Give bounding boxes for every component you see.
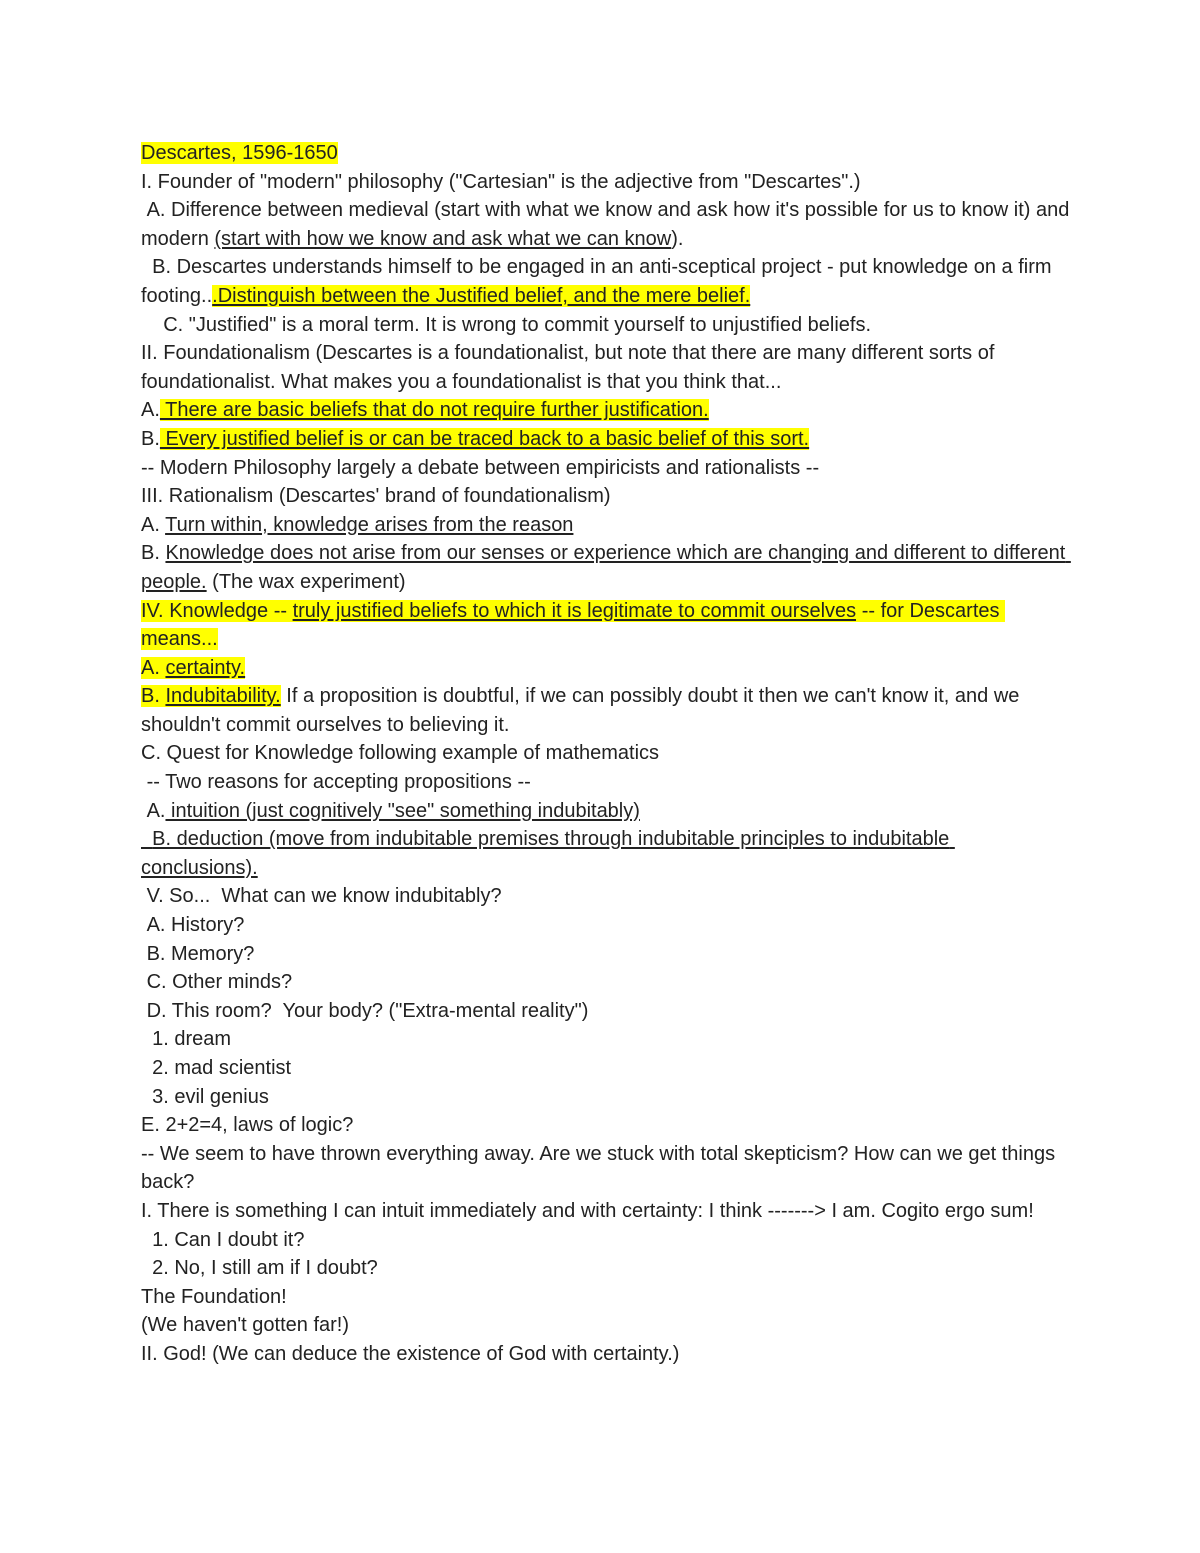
outline-item-4c-b: B. deduction (move from indubitable premises through indubitable principles to indubitable conclusions). [141, 828, 955, 879]
outline-item-cogito-2: 2. No, I still am if I doubt? [141, 1257, 378, 1280]
document-body [141, 139, 1075, 1369]
outline-item-1c: C. "Justified" is a moral term. It is wrong to commit yourself to unjustified beliefs. [141, 313, 872, 336]
outline-item-4c: C. Quest for Knowledge following example of mathematics [141, 742, 660, 765]
outline-item-4c-a: A. intuition (just cognitively "see" something indubitably) [141, 799, 640, 822]
underlined-phrase: (start with how we know and ask what we can know [214, 227, 672, 250]
outline-item-3: III. Rationalism (Descartes' brand of foundationalism) [141, 485, 611, 508]
highlighted-phrase: certainty. [165, 656, 246, 679]
section-divider-text: -- Modern Philosophy largely a debate between empiricists and rationalists -- [141, 456, 820, 479]
highlighted-phrase: Every justified belief is or can be traced back to a basic belief of this sort. [159, 427, 810, 450]
doc-title [141, 139, 1071, 168]
outline-item-4b: B. Indubitability. If a proposition is doubtful, if we can possibly doubt it then we can't know it, and we shouldn't commit ourselves to believing it. [141, 685, 1025, 736]
outline-item-4: IV. Knowledge -- truly justified beliefs to which it is legitimate to commit ourselves -- for Descartes means... [141, 599, 1006, 651]
outline-item-2: II. Foundationalism (Descartes is a foundationalist, but note that there are many different sorts of foundationalist. What makes you a foundationalist is that you think that... [141, 342, 1000, 393]
outline-item-1a: A. Difference between medieval (start with what we know and ask how it's possible for us to know it) and modern (start with how we know and ask what we can know). [141, 199, 1075, 250]
underlined-phrase: intuition (just cognitively "see" something indubitably) [165, 799, 640, 822]
title-highlight: Descartes, 1596-1650 [141, 142, 338, 164]
outline-item-2b: B. Every justified belief is or can be traced back to a basic belief of this sort. [141, 427, 810, 450]
outline-item-5d: D. This room? Your body? ("Extra-mental reality") [141, 999, 589, 1022]
outline-item-3a: A. Turn within, knowledge arises from the reason [141, 513, 574, 536]
outline-item-5d-2: 2. mad scientist [141, 1057, 292, 1079]
outline-item-5: V. So... What can we know indubitably? [141, 885, 502, 908]
outline-item-1b: B. Descartes understands himself to be engaged in an anti-sceptical project - put knowledge on a firm footing...Distinguish between the Justified belief, and the mere belief. [141, 256, 1058, 307]
paragraph-foundation: The Foundation! [141, 1285, 287, 1308]
outline-item-5a: A. History? [141, 914, 245, 937]
outline-item-4a: A. certainty. [141, 656, 246, 679]
outline-item-5d-3: 3. evil genius [141, 1085, 269, 1108]
highlighted-phrase: truly justified beliefs to which it is legitimate to commit ourselves [292, 599, 857, 622]
outline-item-cogito: I. There is something I can intuit immediately and with certainty: I think -------> I am. Cogito ergo sum! [141, 1199, 1034, 1222]
outline-item-3b: B. Knowledge does not arise from our senses or experience which are changing and different to different people. (The wax experiment) [141, 542, 1071, 593]
outline-item-god: II. God! (We can deduce the existence of God with certainty.) [141, 1342, 680, 1365]
outline-item-2a: A. There are basic beliefs that do not require further justification. [141, 399, 709, 422]
outline-item-1: I. Founder of "modern" philosophy ("Cartesian" is the adjective from "Descartes".) [141, 170, 861, 193]
highlighted-phrase: There are basic beliefs that do not require further justification. [159, 399, 709, 422]
outline-item-5d-1: 1. dream [141, 1028, 232, 1051]
outline-item-5e: E. 2+2=4, laws of logic? [141, 1114, 354, 1137]
outline-item-5c: C. Other minds? [141, 971, 293, 994]
highlighted-phrase: Indubitability. [165, 685, 281, 708]
outline-subheading: -- Two reasons for accepting propositions -- [141, 771, 531, 794]
outline-item-5b: B. Memory? [141, 942, 255, 965]
paragraph-not-far: (We haven't gotten far!) [141, 1314, 349, 1337]
outline-item-cogito-1: 1. Can I doubt it? [141, 1228, 305, 1251]
paragraph-skepticism: -- We seem to have thrown everything away. Are we stuck with total skepticism? How can we get things back? [141, 1142, 1061, 1194]
highlighted-phrase: .Distinguish between the Justified belief, and the mere belief. [212, 284, 751, 307]
underlined-phrase: Knowledge does not arise from our senses or experience which are changing and different to different people. [141, 542, 1071, 593]
underlined-phrase: Turn within, knowledge arises from the reason [165, 513, 574, 536]
